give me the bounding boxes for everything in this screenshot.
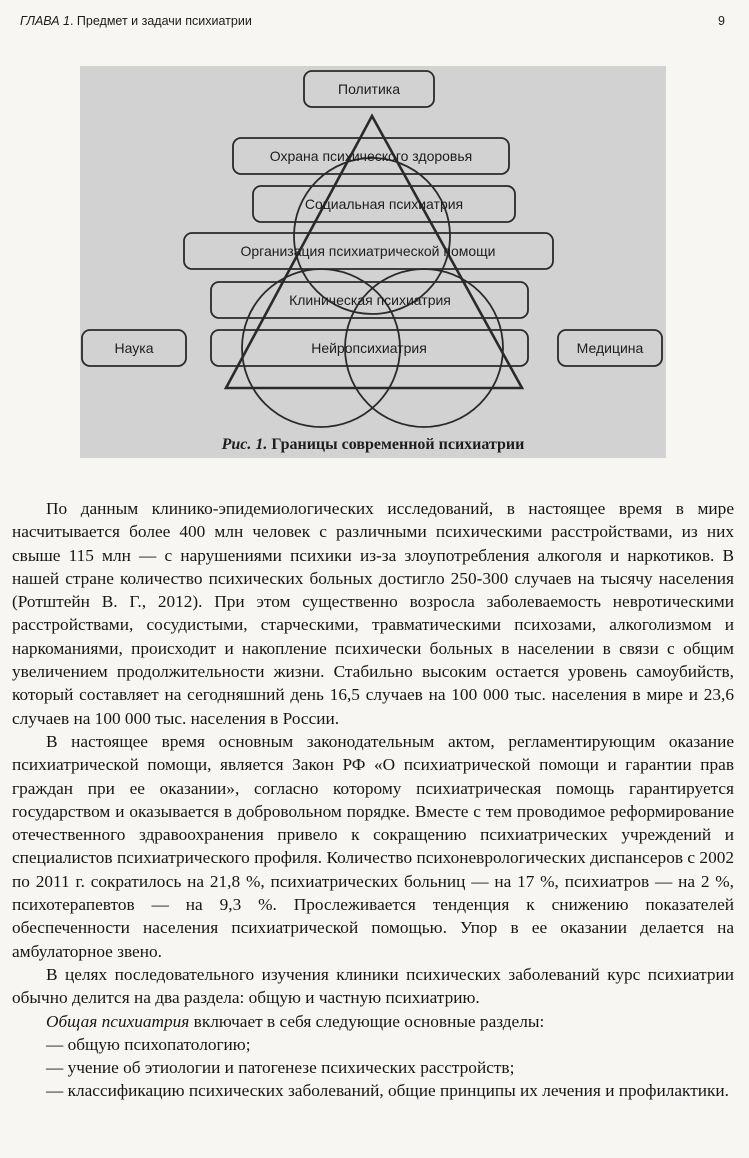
list-item: — общую психопатологию; (46, 1034, 251, 1054)
body-text (12, 497, 734, 1103)
box-label-politics: Политика (338, 81, 400, 97)
paragraph-3: В целях последовательного изучения клиники психических заболеваний курс психиатрии обычно делится на два раздела: общую и частную психиатрию. (12, 964, 734, 1008)
box-label-clinical: Клиническая психиатрия (289, 292, 451, 308)
figure-psychiatry-boundaries (80, 66, 666, 458)
running-header (20, 14, 725, 34)
term-general-psychiatry: Общая психиатрия (46, 1011, 190, 1031)
paragraph-2: В настоящее время основным законодательным актом, регламентирующим оказание психиатрической помощи, является Закон РФ «О психиатрической помощи и гарантии прав граждан при ее оказании», согласно которому психиатрическая помощь гарантируется государством и оказывается в добровольном порядке. Вместе с тем проводимое реформирование отечественного здравоохранения привело к сокращению психиатрических учреждений и специалистов психиатрического профиля. Количество психоневрологических диспансеров с 2002 по 2011 г. сократилось на 21,8 %, психиатрических больниц — на 17 %, психиатров — на 2 %, психотерапевтов — на 9,3 %. Прослеживается тенденция к снижению показателей обеспеченности населения психиатрической помощью. Упор в ее оказании делается на амбулаторное звено. (12, 731, 734, 961)
box-label-science: Наука (114, 340, 154, 356)
box-label-organization: Организация психиатрической помощи (240, 243, 496, 259)
paragraph-4 (12, 1010, 734, 1033)
box-label-mental-health: Охрана психического здоровья (269, 148, 473, 164)
caption-label: Рис. 1. (221, 436, 268, 453)
figure-caption (80, 436, 666, 454)
box-label-neuro: Нейропсихиатрия (311, 340, 427, 356)
circle-top (294, 158, 450, 314)
box-label-medicine: Медицина (576, 340, 644, 356)
chapter-label: ГЛАВА 1 (20, 14, 70, 28)
box-label-social: Социальная психиатрия (304, 196, 464, 212)
figure-diagram (80, 66, 666, 458)
page-number: 9 (718, 14, 725, 28)
list-item: — классификацию психических заболеваний, общие принципы их лечения и профилактики. (46, 1081, 729, 1101)
chapter-heading (20, 14, 252, 28)
paragraph-4-rest: включает в себя следующие основные разделы: (189, 1011, 545, 1031)
list-item: — учение об этиологии и патогенезе психических расстройств; (46, 1058, 515, 1078)
paragraph-1: По данным клинико-эпидемиологических исследований, в настоящее время в мире насчитывается более 400 млн человек с различными психическими расстройствами, из них свыше 115 млн — с нарушениями психики из-за злоупотребления алкоголя и наркотиков. В нашей стране количество психических больных достигло 250-300 случаев на тысячу населения (Ротштейн В. Г., 2012). При этом существенно возросла заболеваемость невротическими расстройствами, сосудистыми, старческими, травматическими психозами, алкоголизмом и наркоманиями, происходит и накопление психически больных в населении в связи с общим увеличением продолжительности жизни. Стабильно высоким остается уровень самоубийств, который составляет на сегодняшний день 16,5 случаев на 100 000 тыс. населения в мире и 23,6 случаев на 100 000 тыс. населения в России. (12, 499, 734, 728)
caption-text: Границы современной психиатрии (267, 436, 525, 453)
chapter-title: . Предмет и задачи психиатрии (69, 14, 252, 28)
